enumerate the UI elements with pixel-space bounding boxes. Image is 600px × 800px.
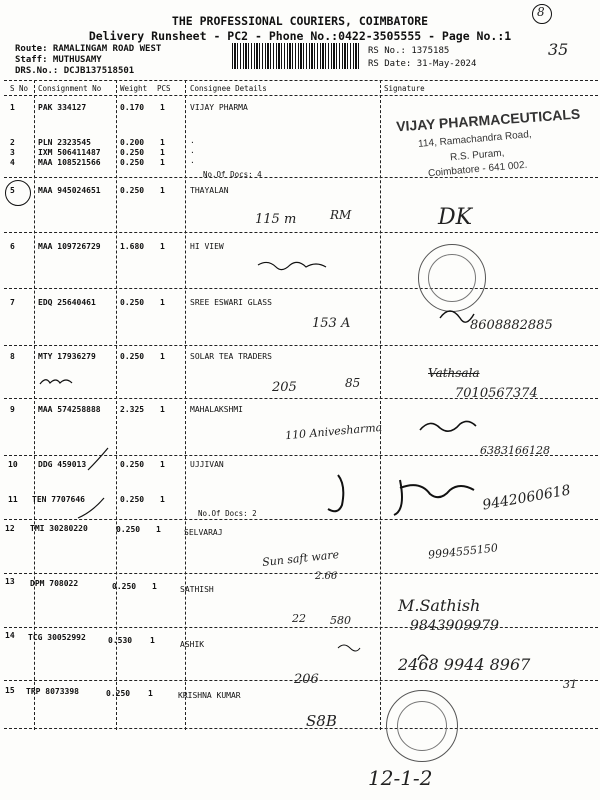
tick-mark (40, 380, 72, 384)
col-header-weight: Weight (120, 84, 148, 93)
handwritten-note: Sun saft ware (261, 548, 340, 569)
handwritten-signature: DK (438, 205, 473, 230)
drs-number: DRS.No.: DCJB137518501 (15, 66, 135, 76)
row-pcs: 1 (160, 495, 165, 504)
tick-mark (88, 448, 108, 470)
row-consignment-no: DPM 708022 (30, 579, 79, 588)
row-consignment-no: MAA 574258888 (38, 405, 101, 414)
row-weight: 0.250 (116, 525, 141, 534)
row-sno: 14 (5, 631, 15, 640)
handwritten-note: 31 (563, 678, 577, 691)
row-consignment-no: EDQ 25640461 (38, 298, 96, 307)
row-consignment-no: MAA 109726729 (38, 242, 101, 251)
signature-stroke (328, 475, 343, 511)
row-weight: 0.250 (120, 495, 145, 504)
col-header-pcs: PCS (157, 84, 171, 93)
handwritten-note: 12-1-2 (368, 766, 433, 790)
row-consignee: ASHIK (180, 640, 205, 649)
handwritten-signature: M.Sathish (398, 596, 481, 615)
row-consignee: UJJIVAN (190, 460, 224, 469)
col-header-signature: Signature (384, 84, 425, 93)
row-weight: 0.250 (120, 460, 145, 469)
handwritten-phone: 7010567374 (455, 386, 538, 401)
row-consignee: MAHALAKSHMI (190, 405, 243, 414)
row-pcs: 1 (148, 689, 153, 698)
company-stamp-line1: 114, Ramachandra Road, (417, 129, 533, 150)
row-consignment-no: TMI 30280220 (30, 524, 88, 533)
route-label: Route: RAMALINGAM ROAD WEST (15, 44, 162, 54)
rs-number: RS No.: 1375185 (368, 46, 450, 56)
handwritten-phone: 6383166128 (480, 444, 550, 457)
row-weight: 2.325 (120, 405, 145, 414)
row-consignment-no: TEN 7707646 (32, 495, 85, 504)
row-sno: 10 (8, 460, 18, 469)
handwritten-note: 85 (345, 376, 361, 390)
row-consignee: . (190, 136, 195, 145)
row-pcs: 1 (150, 636, 155, 645)
row-sno: 5 (10, 186, 15, 195)
handwritten-note: 115 m (255, 212, 297, 227)
col-header-consignee: Consignee Details (190, 84, 267, 93)
signature-stroke (418, 655, 428, 660)
handwritten-note: RM (330, 208, 352, 222)
tick-mark (78, 498, 104, 518)
col-header-sno: S No (10, 84, 29, 93)
row-consignment-no: MAA 108521566 (38, 158, 101, 167)
row-consignee: . (190, 156, 195, 165)
row-sno: 3 (10, 148, 15, 157)
row-consignment-no: PLN 2323545 (38, 138, 91, 147)
row-weight: 0.250 (106, 689, 131, 698)
row-weight: 1.680 (120, 242, 145, 251)
handwritten-note: S8B (306, 712, 337, 730)
row-weight: 0.250 (120, 148, 145, 157)
row-sno: 11 (8, 495, 18, 504)
handwritten-phone: 9442060618 (481, 482, 572, 514)
corner-mark: 8 (537, 5, 545, 19)
signature-stroke (420, 421, 476, 431)
row-sno: 12 (5, 524, 15, 533)
handwritten-phone: 9994555150 (427, 541, 499, 562)
row-weight: 0.170 (120, 103, 145, 112)
row-sno: 7 (10, 298, 15, 307)
company-stamp-line3: Coimbatore - 641 002. (427, 159, 528, 180)
handwritten-phone: 8608882885 (470, 318, 553, 333)
corner-mark-2: 35 (548, 40, 569, 59)
row-weight: 0.530 (108, 636, 133, 645)
row-pcs: 1 (156, 525, 161, 534)
row-consignment-no: TCG 30052992 (28, 633, 86, 642)
row-pcs: 1 (160, 352, 165, 361)
row-weight: 0.200 (120, 138, 145, 147)
signature-stroke (258, 262, 326, 269)
row-consignee: SOLAR TEA TRADERS (190, 352, 272, 361)
row-pcs: 1 (160, 460, 165, 469)
row-pcs: 1 (160, 138, 165, 147)
row-consignee: SELVARAJ (184, 528, 223, 537)
handwritten-signature: Vathsala (428, 366, 480, 380)
col-header-consignment: Consignment No (38, 84, 102, 93)
row-consignment-no: IXM 506411487 (38, 148, 101, 157)
row-sno: 4 (10, 158, 15, 167)
row-weight: 0.250 (120, 352, 145, 361)
row-consignee: VIJAY PHARMA (190, 103, 248, 112)
rs-date: RS Date: 31-May-2024 (368, 59, 477, 69)
row-weight: 0.250 (112, 582, 137, 591)
row-pcs: 1 (160, 148, 165, 157)
company-stamp-name: VIJAY PHARMACEUTICALS (395, 105, 581, 135)
row-pcs: 1 (160, 158, 165, 167)
staff-label: Staff: MUTHUSAMY (15, 55, 102, 65)
company-stamp-line2: R.S. Puram, (449, 147, 505, 164)
handwritten-phone: 2468 9944 8967 (398, 655, 531, 674)
row-consignee: KRISHNA KUMAR (178, 691, 241, 700)
doc-count: No.Of Docs: 4 (203, 170, 262, 179)
row-consignment-no: TRP 8073398 (26, 687, 79, 696)
row-weight: 0.250 (120, 186, 145, 195)
row-weight: 0.250 (120, 158, 145, 167)
row-consignment-no: PAK 334127 (38, 103, 87, 112)
row-sno: 8 (10, 352, 15, 361)
row-sno: 1 (10, 103, 15, 112)
row-sno: 13 (5, 577, 15, 586)
row-pcs: 1 (160, 298, 165, 307)
handwritten-note: 580 (330, 614, 351, 627)
row-consignment-no: MAA 945024651 (38, 186, 101, 195)
row-consignee: HI VIEW (190, 242, 224, 251)
runsheet-subtitle: Delivery Runsheet - PC2 - Phone No.:0422-3505555 - Page No.:1 (88, 29, 512, 43)
row-pcs: 1 (160, 186, 165, 195)
company-title: THE PROFESSIONAL COURIERS, COIMBATORE (171, 14, 429, 28)
handwritten-note: 2.66 (315, 571, 338, 582)
handwritten-note: 22 (292, 612, 306, 625)
row-pcs: 1 (160, 242, 165, 251)
row-weight: 0.250 (120, 298, 145, 307)
row-consignee: SREE ESWARI GLASS (190, 298, 272, 307)
signature-stroke (440, 311, 474, 322)
handwritten-note: 206 (294, 672, 319, 687)
row-pcs: 1 (160, 103, 165, 112)
row-consignment-no: DDG 459013 (38, 460, 87, 469)
row-pcs: 1 (160, 405, 165, 414)
handwritten-note: 153 A (312, 316, 351, 331)
handwritten-note: 110 Anivesharma (284, 420, 383, 443)
row-sno: 15 (5, 686, 15, 695)
row-consignment-no: MTY 17936279 (38, 352, 96, 361)
handwritten-phone: 9843909979 (410, 618, 500, 634)
row-sno: 6 (10, 242, 15, 251)
signature-stroke (338, 645, 360, 651)
row-consignee: SATHISH (180, 585, 214, 594)
signature-stroke (394, 480, 474, 515)
row-pcs: 1 (152, 582, 157, 591)
row-consignee: . (190, 146, 195, 155)
row-consignee: THAYALAN (190, 186, 229, 195)
doc-count: No.Of Docs: 2 (198, 509, 257, 518)
handwritten-note: 205 (272, 380, 297, 395)
row-sno: 9 (10, 405, 15, 414)
row-sno: 2 (10, 138, 15, 147)
